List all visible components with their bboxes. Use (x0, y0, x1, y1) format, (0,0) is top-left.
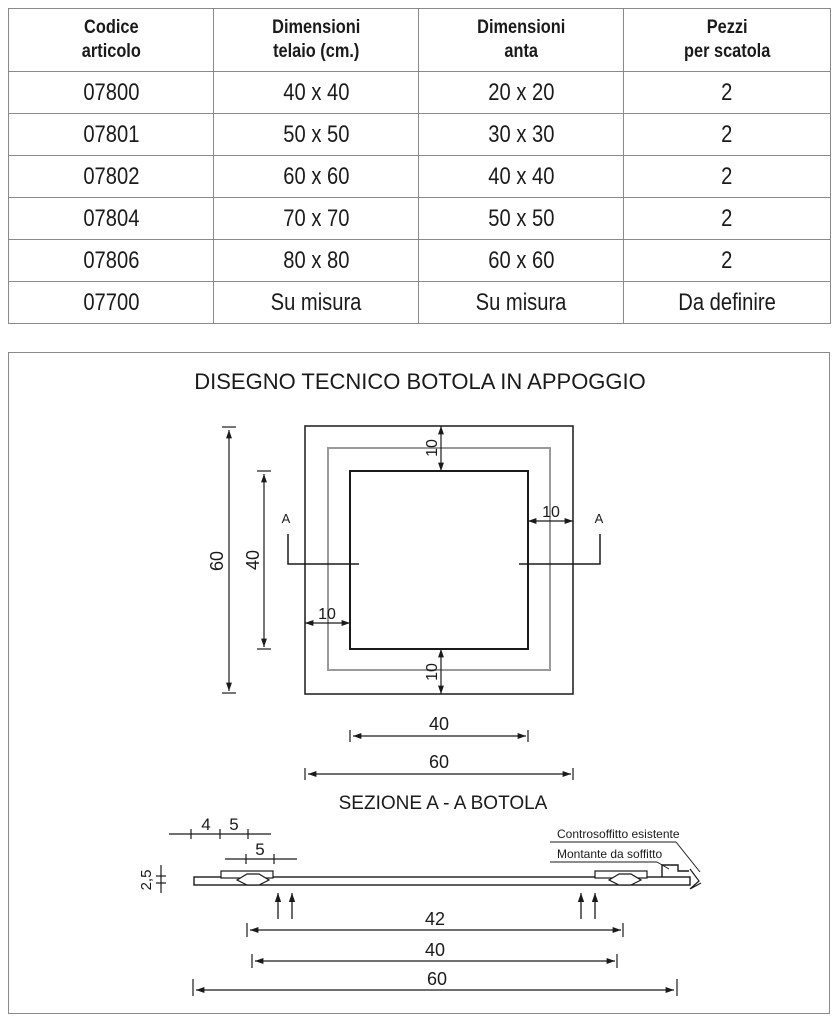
section-mark-left: A (281, 511, 291, 526)
table-cell: Su misura (214, 282, 419, 324)
dim-label-4: 4 (201, 815, 211, 834)
dim-label-60-vertical: 60 (207, 550, 227, 572)
leader-line (676, 842, 700, 872)
header-line: Pezzi (706, 17, 748, 38)
table-cell: 07700 (9, 282, 214, 324)
table-cell: 07802 (9, 156, 214, 198)
section-cut-left (288, 534, 359, 564)
table-cell: 30 x 30 (419, 114, 624, 156)
header-pezzi (624, 9, 831, 72)
label-controsoffitto: Controsoffitto esistente (557, 827, 680, 841)
label-montante: Montante da soffitto (557, 847, 663, 861)
table-cell: 07806 (9, 240, 214, 282)
ceiling-break (690, 869, 701, 889)
header-line: per scatola (683, 41, 771, 62)
table-row (9, 240, 831, 282)
header-line: telaio (cm.) (272, 41, 360, 62)
table-row (9, 156, 831, 198)
outer-frame (305, 426, 573, 694)
spec-table (8, 8, 831, 324)
table-cell: Da definire (624, 282, 831, 324)
table-cell: 2 (624, 72, 831, 114)
drawing-title: DISEGNO TECNICO BOTOLA IN APPOGGIO (194, 369, 646, 394)
header-line: Dimensioni (271, 17, 361, 38)
section-view (138, 793, 701, 996)
dim-label-10-top: 10 (424, 439, 441, 457)
header-anta (419, 9, 624, 72)
table-cell: 2 (624, 156, 831, 198)
dim-label-42: 42 (424, 909, 446, 929)
middle-frame (328, 448, 550, 670)
header-codice (9, 9, 214, 72)
table-cell: 60 x 60 (214, 156, 419, 198)
dim-label-40-vertical: 40 (243, 549, 263, 571)
header-line: articolo (81, 41, 141, 62)
dim-label-5-top: 5 (229, 815, 239, 834)
dim-label-60-horizontal: 60 (428, 752, 450, 772)
table-header-row (9, 9, 831, 72)
header-telaio (214, 9, 419, 72)
dim-label-40-horizontal: 40 (428, 714, 450, 734)
dim-label-40: 40 (424, 940, 446, 960)
table-cell: 50 x 50 (419, 198, 624, 240)
table-cell: 40 x 40 (214, 72, 419, 114)
table-cell: 2 (624, 198, 831, 240)
table-cell: 07804 (9, 198, 214, 240)
table-cell: 80 x 80 (214, 240, 419, 282)
table-row (9, 282, 831, 324)
table-cell: Su misura (419, 282, 624, 324)
dim-label-60: 60 (426, 969, 448, 989)
section-cut-right (519, 534, 600, 564)
dim-label-5-lower: 5 (255, 840, 265, 859)
technical-drawing (9, 353, 831, 1015)
table-cell: 07800 (9, 72, 214, 114)
dim-label-thickness: 2,5 (138, 869, 155, 891)
table-cell: 60 x 60 (419, 240, 624, 282)
table-cell: 50 x 50 (214, 114, 419, 156)
section-mark-right: A (594, 511, 604, 526)
table-cell: 20 x 20 (419, 72, 624, 114)
table-cell: 07801 (9, 114, 214, 156)
header-line: Codice (83, 17, 139, 38)
dim-label-10-left: 10 (318, 606, 336, 623)
section-title: SEZIONE A - A BOTOLA (338, 793, 548, 814)
technical-drawing-panel (8, 352, 830, 1014)
header-line: anta (504, 41, 538, 62)
table-row (9, 114, 831, 156)
table-cell: 2 (624, 114, 831, 156)
plan-view (207, 426, 604, 780)
table-cell: 70 x 70 (214, 198, 419, 240)
dim-label-10-bottom: 10 (424, 663, 441, 681)
table-row (9, 198, 831, 240)
dim-label-10-right: 10 (542, 504, 560, 521)
table-row (9, 72, 831, 114)
header-line: Dimensioni (476, 17, 566, 38)
inner-opening (350, 471, 528, 649)
table-cell: 40 x 40 (419, 156, 624, 198)
table-cell: 2 (624, 240, 831, 282)
